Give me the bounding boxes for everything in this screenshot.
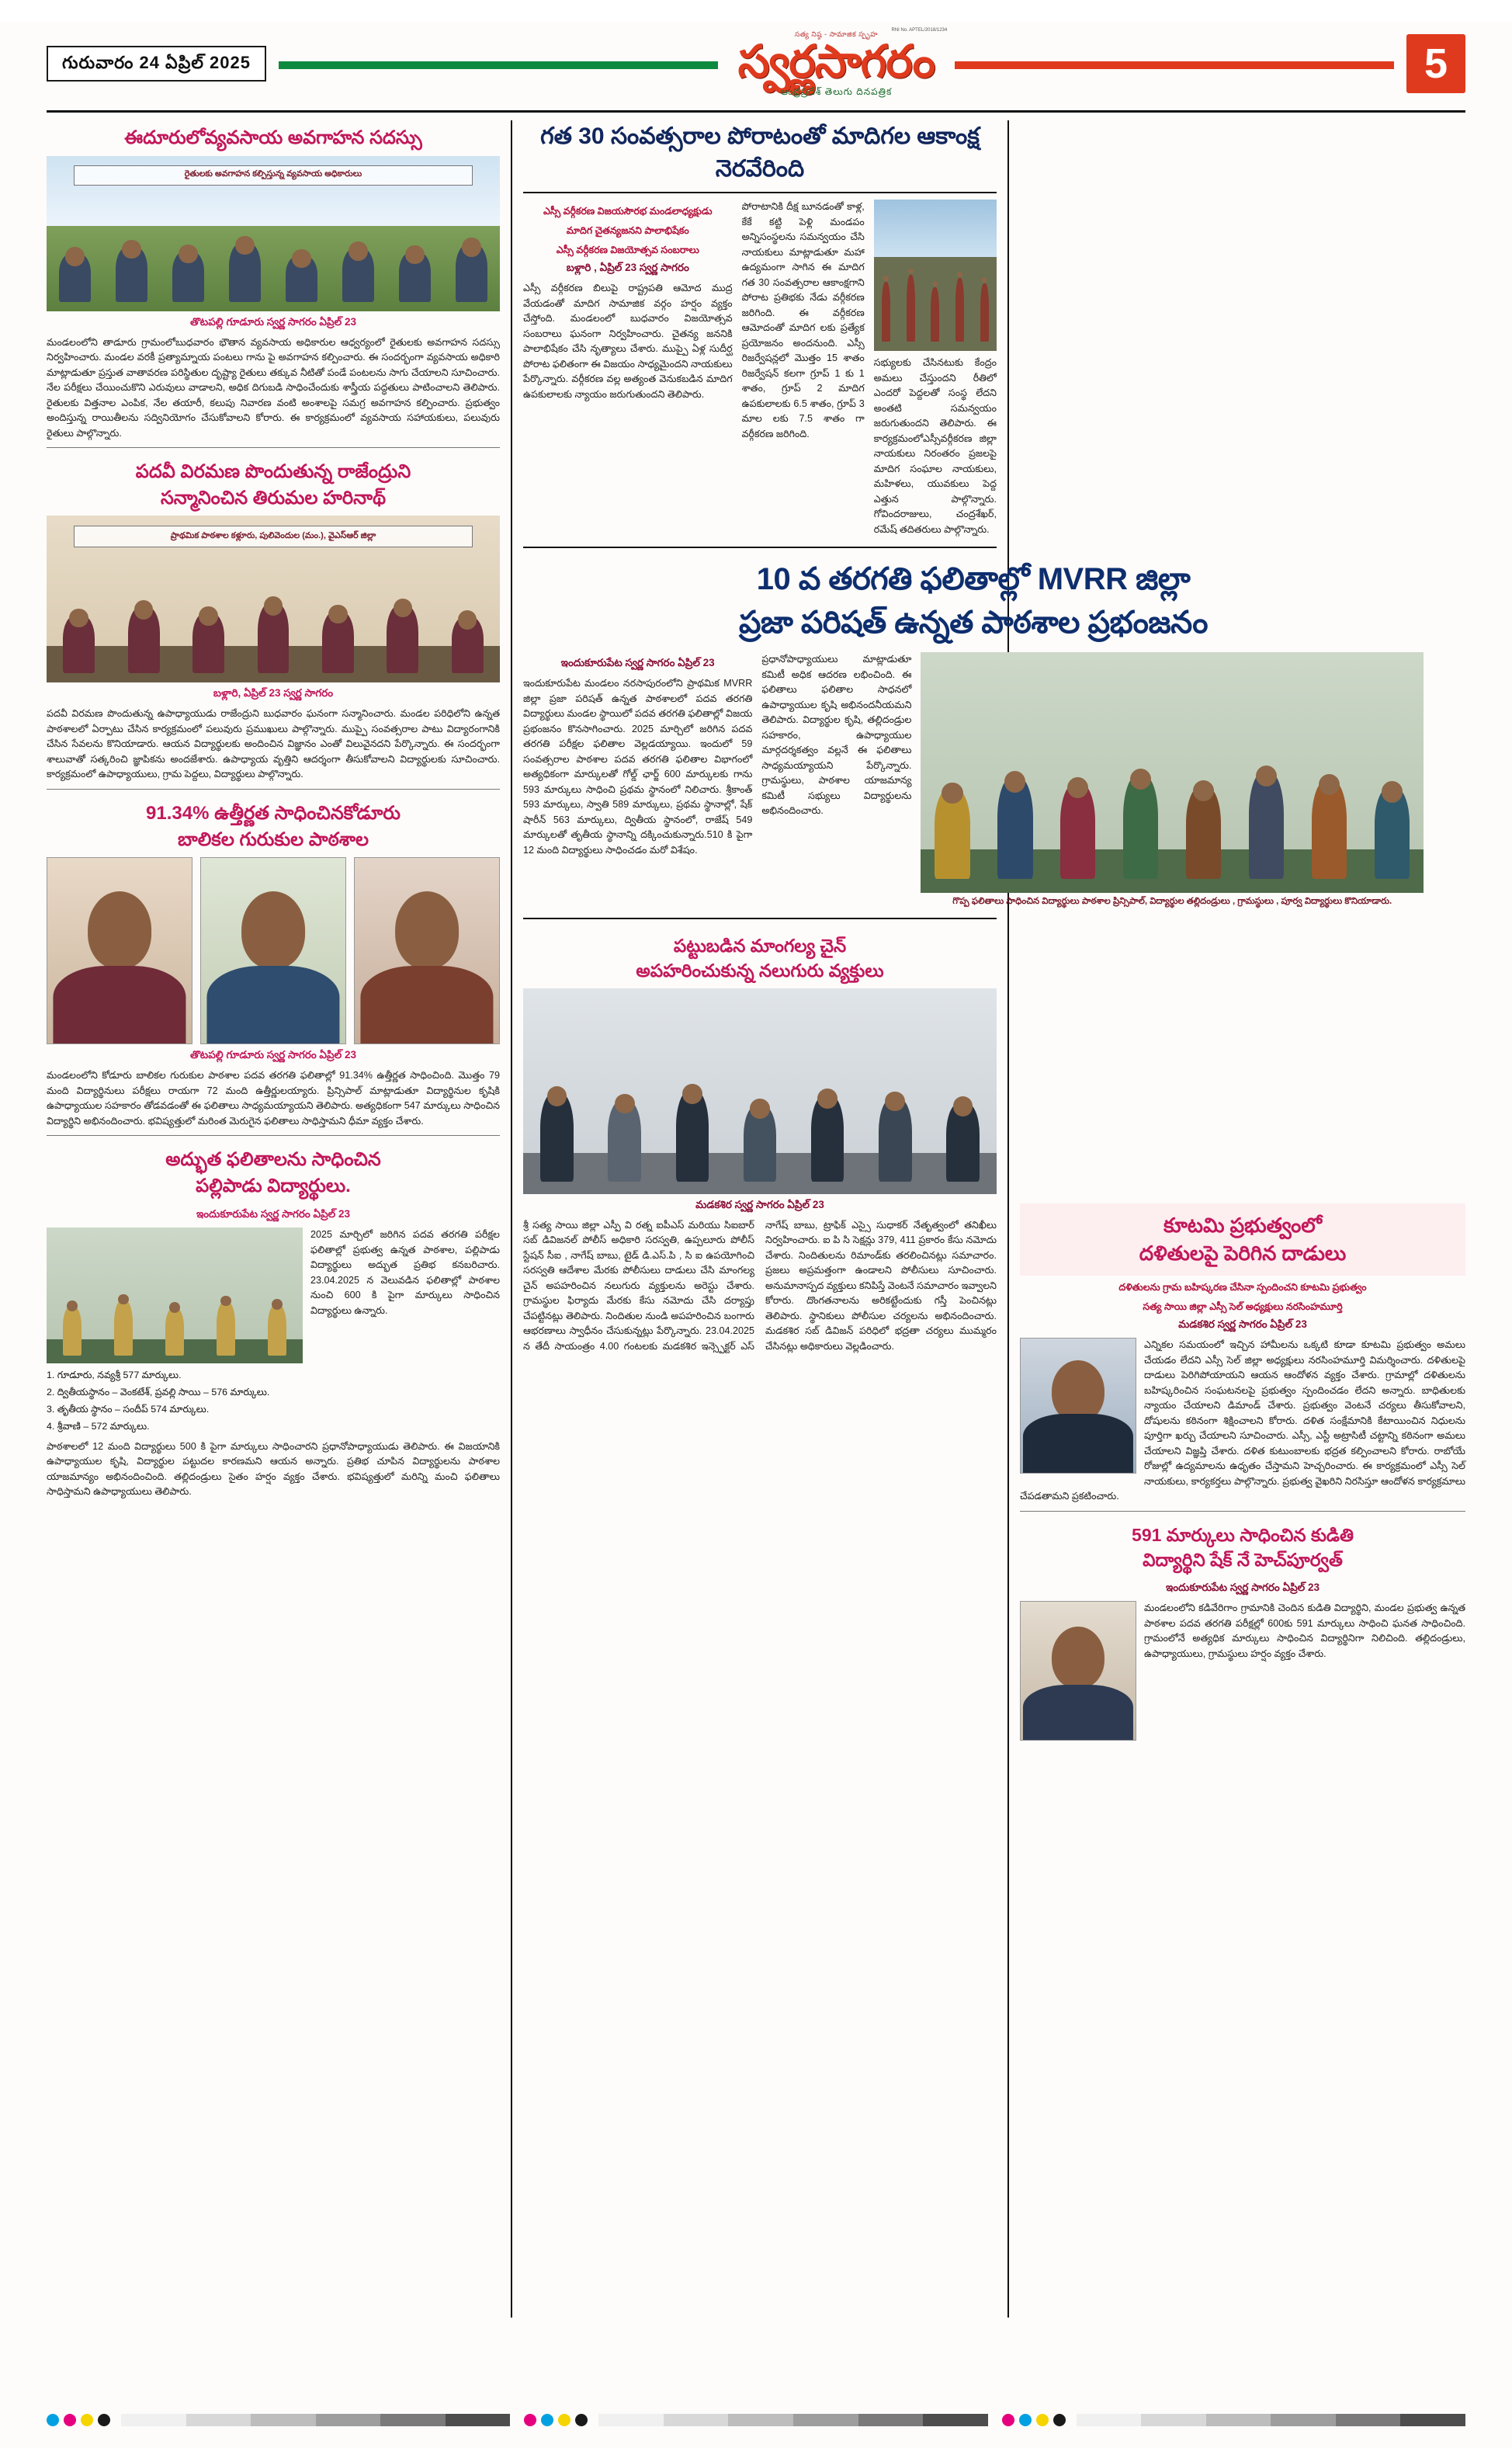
article-photo xyxy=(874,200,997,351)
article-body-col2: ప్రధానోపాధ్యాయులు మాట్లాడుతూ కమిటీ అధిక ఆదరణ లభించింది. ఈ ఫలితాలు ఫలితాల సాధనలో ఉపాధ్యాయుల కృషి అభినందనీయమని తెలిపారు. విద్యార్థుల కృషి, తల్లిదండ్రుల సహకారం, ఉపాధ్యాయుల మార్గదర్శకత్వం వల్లనే ఈ ఫలితాలు సాధ్యమయ్యాయని పేర్కొన్నారు. గ్రామస్థులు, పాఠశాల యాజమాన్య కమిటీ సభ్యులు విద్యార్థులను అభినందించారు. xyxy=(761,654,912,817)
photo-overlay-caption: రైతులకు అవగాహన కల్పిస్తున్న వ్యవసాయ అధికారులు xyxy=(74,165,473,186)
logo-tagline-top: సత్య నిష్ఠ - సామాజిక స్పృహ xyxy=(794,30,879,38)
article-body: మండలంలోని తాడూరు గ్రామంలోబుధవారం భౌతాన వ్యవసాయ అధికారుల ఆధ్వర్యంలో రైతులకు అవగాహన సదస్సు నిర్వహించారు. మండల వరకీ ప్రత్యామ్నాయ పంటలు గాను పై అవగాహన కల్పించారు. ఈ సందర్భంగా వ్యవసాయ అధికారి మాట్లాడుతూ ప్రస్తుత వాతావరణ పరిస్థితుల దృష్ట్యా రైతులు తక్కువ నీటితో పండే పంటలను సాగు చేయాలని సూచించారు. నేల పరీక్షలు చేయించుకొని ఎరువులు వాడాలని, అధిక దిగుబడి సాధించేందుకు శాస్త్రీయ పద్ధతులు పాటించాలని తెలిపారు. రైతులకు విత్తనాల ఎంపిక, నేల తయారీ, కలుపు నివారణ వంటి అంశాలపై సమగ్ర అవగాహన కల్పించారు. ప్రభుత్వం అందిస్తున్న రాయితీలను సద్వినియోగం చేసుకోవాలని కోరారు. ఈ కార్యక్రమంలో వ్యవసాయ సహాయకులు, పలువురు రైతులు పాల్గొన్నారు. xyxy=(47,336,500,439)
color-dot xyxy=(47,2414,59,2426)
article-body-col1: ఇందుకూరుపేట మండలం నరసాపురంలోని ప్రాథమిక MVRR జిల్లా ప్రజా పరిషత్ ఉన్నత పాఠశాలలో పదవ తరగతి విద్యార్థులు మండల స్థాయిలో పదవ తరగతి ఫలితాల్లో విజయ ప్రభంజనం కొనసాగించారు. 2025 మార్చిలో జరిగిన పదవ తరగతి పరీక్షల ఫలితాల వెల్లడయ్యాయి. ఇందులో 59 సంవత్సరాల పాఠశాల పదవ తరగతి ఫలితాల విభాగంలో అత్యధికంగా మార్కులతో గోల్డ్ ఛార్జ్ 600 మార్కులకు గాను 593 మార్కులు సాధించి ప్రథమ స్థానంలో నిలిచారు. శ్రీకాంత్ 593 మార్కులు, స్వాతి 589 మార్కులు, ప్రథమ స్థానాల్లో, షేక్ షారీన్ 563 మార్కులు, ద్వితీయ స్థానంలో, రాజేష్ 549 మార్కులతో తృతీయ స్థానాన్ని దక్కించుకున్నారు.510 కి పైగా 12 మంది విద్యార్థులు సాధించడం మరో విశేషం. xyxy=(523,678,753,856)
article-agriculture-awareness xyxy=(47,120,500,441)
newspaper-page xyxy=(0,22,1512,2448)
divider xyxy=(1020,1511,1465,1512)
divider xyxy=(47,789,500,790)
color-dot xyxy=(1036,2414,1049,2426)
article-photo xyxy=(47,156,500,311)
article-headline-line1: అద్భుత ఫలితాలను సాధించిన xyxy=(165,1149,381,1171)
article-headline-line1: 10 వ తరగతి ఫలితాల్లో MVRR జిల్లా xyxy=(756,562,1191,597)
article-headline: గత 30 సంవత్సరాల పోరాటంతో మాదిగల ఆకాంక్ష నెరవేరింది xyxy=(540,123,980,182)
article-mvrr-results xyxy=(523,557,1392,908)
article-body-col3: సభ్యులకు చేసినటుకు కేంద్రం అమలు చేస్తుందని రీతిలో ఎందరో పెద్దలతో సంస్థ లేదని అంతటి సమన్వయం జరుగుతుందని తెలిపారు. ఈ కార్యక్రమంలోఎస్సీవర్గీకరణ జిల్లా నాయకులు నిరంతరం ప్రజలపై మాదిగ సంఘాల నాయకులు, మహిళలు, యువకులు పెద్ద ఎత్తున పాల్గొన్నారు. గోవిందరాజులు, చంద్రశేఖర్, రమేష్ తదితరులు పాల్గొన్నారు. xyxy=(873,357,997,535)
article-byline: ఇందుకూరుపేట స్వర్ణ సాగరం ఏప్రిల్ 23 xyxy=(1165,1582,1320,1594)
header-divider xyxy=(47,110,1465,113)
divider xyxy=(523,192,997,193)
article-headline-line2: అపహరించుకున్న నలుగురు వ్యక్తులు xyxy=(636,960,884,981)
color-dots xyxy=(1002,2414,1066,2426)
photo-overlay-caption: ప్రాథమిక పాఠశాల కళ్లూరు, పులివెందుల (మం.), వైఎస్ఆర్ జిల్లా xyxy=(74,526,473,547)
article-photo xyxy=(523,988,997,1194)
article-body: ఎన్నికల సమయంలో ఇచ్చిన హామీలను ఒక్కటి కూడా కూటమి ప్రభుత్వం అమలు చేయడం లేదని ఎస్సీ సెల్ జిల్లా అధ్యక్షులు నరసింహమూర్తి విమర్శించారు. దళితులపై దాడులు పెరిగిపోయాయని ఆయన ఆందోళన వ్యక్తం చేశారు. గ్రామాల్లో దళితులను బహిష్కరించిన సంఘటనలపై ప్రభుత్వం స్పందించడం లేదని అన్నారు. బాధితులకు న్యాయం చేయాలని డిమాండ్ చేశారు. ప్రభుత్వం వెంటనే చర్యలు తీసుకోవాలని, దోషులను కఠినంగా శిక్షించాలని కోరారు. దళిత సంక్షేమానికి కేటాయించిన నిధులను పూర్తిగా ఖర్చు చేయాలని సూచించారు. ఎస్సీ, ఎస్టీ అట్రాసిటీ చట్టాన్ని కఠినంగా అమలు చేయాలని విజ్ఞప్తి చేశారు. దళిత కుటుంబాలకు భద్రత కల్పించాలని కోరారు. రాబోయే రోజుల్లో ఉద్యమాలను ఉధృతం చేస్తామని హెచ్చరించారు. ఈ కార్యక్రమంలో ఎస్సీ సెల్ నాయకులు, కార్యకర్తలు పాల్గొన్నారు. ప్రభుత్వ వైఖరిని నిరసిస్తూ ఆందోళన కార్యక్రమాలు చేపడతామని ప్రకటించారు. xyxy=(1020,1339,1465,1502)
article-byline: బళ్లారి , ఏప్రిల్ 23 స్వర్ణ సాగరం xyxy=(566,262,689,274)
article-subhead-1: దళితులను గ్రామ బహిష్కరణ చేసినా స్పందించని కూటమి ప్రభుత్వం xyxy=(1118,1281,1367,1293)
article-byline: తొటపల్లి గూడూరు స్వర్ణ సాగరం ఏప్రిల్ 23 xyxy=(190,1049,356,1061)
color-dot xyxy=(64,2414,76,2426)
article-byline: బళ్లారి, ఏప్రిల్ 23 స్వర్ణ సాగరం xyxy=(213,687,334,700)
page-content xyxy=(47,120,1465,2318)
list-item: 3. తృతీయ స్థానం – సందీప్ 574 మార్కులు. xyxy=(47,1404,210,1415)
grey-scale-bar xyxy=(121,2414,510,2426)
article-subhead-1: ఎస్సీ వర్గీకరణ విజయసౌరభ మండలాధ్యక్షుడు xyxy=(543,206,713,217)
article-headline-line1: పదవీ విరమణ పొందుతున్న రాజేంద్రుని xyxy=(135,461,411,483)
masthead xyxy=(47,22,1465,106)
article-body: మండలంలోని కోడూరు బాలికల గురుకుల పాఠశాల పదవ తరగతి ఫలితాల్లో 91.34% ఉత్తీర్ణత సాధించింది. మొత్తం 79 మంది విద్యార్థినులు పరీక్షలు రాయగా 72 మంది ఉత్తీర్ణులయ్యారు. ప్రిన్సిపాల్ మాట్లాడుతూ విద్యార్థినుల కృషికి ఉపాధ్యాయుల సహకారం తోడవడంతో ఈ ఫలితాలు సాధ్యమయ్యాయని తెలిపారు. అత్యధికంగా 547 మార్కులు సాధించిన విద్యార్థిని అభినందించారు. భవిష్యత్తులో మరింత మెరుగైన ఫలితాలు సాధిస్తామని ధీమా వ్యక్తం చేశారు. xyxy=(47,1070,500,1127)
color-dot xyxy=(81,2414,93,2426)
toppers-list xyxy=(47,1368,500,1434)
student-portrait xyxy=(200,857,346,1044)
article-headline-line1: పట్టుబడిన మాంగల్య చైన్ xyxy=(673,936,847,957)
article-byline: తొటపల్లి గూడూరు స్వర్ణ సాగరం ఏప్రిల్ 23 xyxy=(190,315,356,328)
color-dot xyxy=(558,2414,570,2426)
article-591-marks xyxy=(1020,1518,1465,1662)
issue-date: గురువారం 24 ఏప్రిల్ 2025 xyxy=(47,46,266,82)
article-subhead-2: సత్య సాయి జిల్లా ఎస్సీ సెల్ అధ్యక్షులు నరసింహమూర్తి xyxy=(1143,1300,1343,1312)
color-dots xyxy=(47,2414,110,2426)
article-kodur-girls-gurukul xyxy=(47,796,500,1129)
article-headline-line2: దళితులపై పెరిగిన దాడులు xyxy=(1139,1241,1347,1266)
article-headline-line2: విద్యార్థిని షేక్ నే హెచ్‌పూర్వత్ xyxy=(1143,1550,1343,1571)
list-item: 1. గూడూరు, నవ్యశ్రీ 577 మార్కులు. xyxy=(47,1370,182,1381)
article-headline-line2: సన్మానించిన తిరుమల హరినాథ్ xyxy=(160,487,387,509)
divider xyxy=(47,1135,500,1136)
article-body: శ్రీ సత్య సాయి జిల్లా ఎస్పీ వి రత్న ఐపీఎస్ మరియు సిఐబార్ సబ్ డివిజనల్ పోలీస్ అధికారి సరస్వతి, ఉప్పలూరు పోలీస్ స్టేషన్ సీఐ , నాగేష్ బాబు, టైడ్ డి.ఎస్.పి , సి ఐ ఉపయోగించి సరస్వతి ఆదేశాల మేరకు పోలీసులు దాడులు చేసి మాంగల్య చైన్ అపహరించిన నలుగురు వ్యక్తులను అరెస్టు చేశారు. గ్రామస్థుల ఫిర్యాదు మేరకు కేసు నమోదు చేసి దర్యాప్తు చేపట్టినట్లు తెలిపారు. నిందితుల నుండి అపహరించిన బంగారు ఆభరణాలు స్వాధీనం చేసుకున్నట్లు పేర్కొన్నారు. 23.04.2025 న తేదీ సాయంత్రం 4.00 గంటలకు మడకశిర ఇన్స్పెక్టర్ ఎస్ నాగేష్ బాబు, ట్రాఫిక్ ఎస్సై సుధాకర్ నేతృత్వంలో తనిఖీలు నిర్వహించారు. ఐ పి సి సెక్షన్లు 379, 411 ప్రకారం కేసు నమోదు చేశారు. నిందితులను రిమాండ్‌కు తరలించినట్లు సమాచారం. ప్రజలు అప్రమత్తంగా ఉండాలని పోలీసులు సూచించారు. అనుమానాస్పద వ్యక్తులు కనిపిస్తే వెంటనే సమాచారం ఇవ్వాలని కోరారు. దొంగతనాలను అరికట్టేందుకు గస్తీ పెంచినట్లు తెలిపారు. స్థానికులు పోలీసుల చర్యలను అభినందించారు. మడకశిర సబ్ డివిజన్ పరిధిలో భద్రతా చర్యలు ముమ్మరం చేసినట్లు అధికారులు వెల్లడించారు. xyxy=(523,1219,997,1352)
footer-segment-3 xyxy=(1002,2414,1465,2426)
masthead-rule-right xyxy=(955,61,1394,69)
topper-portraits xyxy=(47,857,500,1044)
article-headline-line1: 91.34% ఉత్తీర్ణత సాధించినకోడూరు xyxy=(146,802,401,824)
footer-segment-1 xyxy=(47,2414,510,2426)
article-photo xyxy=(47,1227,303,1363)
list-item: 2. ద్వితీయస్థానం – వెంకటేశ్, ప్రవల్లి సాయి – 576 మార్కులు. xyxy=(47,1387,270,1398)
color-dot xyxy=(1053,2414,1066,2426)
article-byline: మడకశిర స్వర్ణ సాగరం ఏప్రిల్ 23 xyxy=(1178,1318,1307,1331)
article-dalit-attacks xyxy=(1020,1203,1465,1276)
article-body: 2025 మార్చిలో జరిగిన పదవ తరగతి పరీక్షల ఫలితాల్లో ప్రభుత్వ ఉన్నత పాఠశాల, పల్లిపాడు విద్యార్థులు అద్భుత ప్రతిభ కనబరిచారు. 23.04.2025 న వెలువడిన ఫలితాల్లో పాఠశాల నుంచి 600 కి పైగా మార్కులు సాధించిన విద్యార్థులు ఉన్నారు. xyxy=(310,1229,500,1316)
list-item: 4. శ్రీవాణి – 572 మార్కులు. xyxy=(47,1420,150,1432)
article-body-continued: పాఠశాలలో 12 మంది విద్యార్థులు 500 కి పైగా మార్కులు సాధించారని ప్రధానోపాధ్యాయుడు తెలిపారు. ఈ విజయానికి ఉపాధ్యాయుల కృషి, విద్యార్థుల పట్టుదల కారణమని ఆయన అన్నారు. ప్రతిభ చూపిన విద్యార్థులను పాఠశాల యాజమాన్యం అభినందించింది. తల్లిదండ్రులు సైతం హర్షం వ్యక్తం చేశారు. భవిష్యత్తులో మరిన్ని మంచి ఫలితాలు సాధిస్తామని ఉపాధ్యాయులు తెలిపారు. xyxy=(47,1440,500,1498)
article-chain-snatching xyxy=(523,929,997,1354)
article-headline-line1: 591 మార్కులు సాధించిన కుడితి xyxy=(1132,1524,1354,1545)
article-headline-line2: బాలికల గురుకుల పాఠశాల xyxy=(177,828,369,850)
leader-photo xyxy=(1020,1338,1136,1474)
print-registration-bar xyxy=(47,2414,1465,2426)
column-right xyxy=(1009,120,1465,2318)
article-byline: ఇందుకూరుపేట స్వర్ణ సాగరం ఏప్రిల్ 23 xyxy=(196,1208,351,1221)
color-dot xyxy=(98,2414,110,2426)
footer-segment-2 xyxy=(524,2414,987,2426)
page-number: 5 xyxy=(1406,34,1465,93)
color-dots xyxy=(524,2414,588,2426)
divider xyxy=(47,447,500,448)
article-photo xyxy=(921,652,1424,893)
student-photo xyxy=(1020,1601,1136,1741)
photo-caption: గొప్ప ఫలితాలు సాధించిన విద్యార్థులు పాఠశాల ప్రిన్సిపాల్, విద్యార్థుల తల్లిదండ్రులు , గ్రామస్థులు , పూర్వ విద్యార్థులు కొనియాడారు. xyxy=(952,897,1392,907)
column-left xyxy=(47,120,512,2318)
color-dot xyxy=(524,2414,536,2426)
student-portrait xyxy=(47,857,192,1044)
article-subhead-3: ఎస్సీ వర్గీకరణ విజయోత్సవ సంబరాలు xyxy=(556,244,699,255)
article-photo xyxy=(47,516,500,682)
color-dot xyxy=(541,2414,553,2426)
color-dot xyxy=(1019,2414,1032,2426)
grey-scale-bar xyxy=(1077,2414,1465,2426)
logo-title: స్వర్ణసాగరం xyxy=(737,36,935,87)
article-body-col2: పోరాటానికి దీక్ష బూనడంతో కాళ్ల, కేకే కట్టి పెళ్లి మండపం అన్నిసంస్థలను సమన్వయం చేసి నాయకులు మాట్లాడుతూ మహా ఉద్యమంగా సాగిన ఈ మాదిగ గత 30 సంవత్సరాల ఆకాంక్షగాని పోరాట ప్రతిభకు నేడు వర్గీకరణ జరిగింది. ఈ వర్గీకరణ ఆమోదంతో మాదిగ లకు ప్రత్యేక ప్రయోజనం అందనుంది. ఎస్సీ రిజర్వేషన్లలో మొత్తం 15 శాతం రిజర్వేషన్ కలగా గ్రూప్ 1 కు 1 శాతం, గ్రూప్ 2 మాదిగ ఉపకులాలకు 6.5 శాతం, గ్రూప్ 3 మాల లకు 7.5 శాతం గా వర్గీకరణ జరిగింది. xyxy=(741,201,865,439)
divider xyxy=(523,547,997,548)
divider xyxy=(523,918,997,919)
publication-logo xyxy=(730,28,948,97)
article-pallipadu-results xyxy=(47,1142,500,1500)
masthead-rule-left xyxy=(279,61,718,69)
student-portrait xyxy=(354,857,500,1044)
article-byline: ఇందుకూరుపేట స్వర్ణ సాగరం ఏప్రిల్ 23 xyxy=(560,657,715,669)
grey-scale-bar xyxy=(598,2414,987,2426)
article-headline-line1: కూటమి ప్రభుత్వంలో xyxy=(1163,1214,1323,1237)
article-retirement-felicitation xyxy=(47,454,500,783)
article-headline: ఈదూరులోవ్యవసాయ అవగాహన సదస్సు xyxy=(124,127,422,148)
article-headline-line2: ప్రజా పరిషత్ ఉన్నత పాఠశాల ప్రభంజనం xyxy=(739,606,1208,641)
article-body: మండలంలోని కడివేరిగాం గ్రామానికి చెందిన కుడితి విద్యార్థిని, మండల ప్రభుత్వ ఉన్నత పాఠశాల పదవ తరగతి పరీక్షల్లో 600కు 591 మార్కులు సాధించి ఘనత సాధించింది. గ్రామంలోనే అత్యధిక మార్కులు సాధించిన విద్యార్థినిగా నిలిచింది. తల్లిదండ్రులు, ఉపాధ్యాయులు, గ్రామస్థులు హర్షం వ్యక్తం చేశారు. xyxy=(1144,1602,1465,1659)
color-dot xyxy=(575,2414,588,2426)
logo-tagline-bottom: ఆంధ్రప్రదేశ్ తెలుగు దినపత్రిక xyxy=(780,86,893,97)
color-dot xyxy=(1002,2414,1014,2426)
article-body: పదవీ విరమణ పొందుతున్న ఉపాధ్యాయుడు రాజేంద్రుని బుధవారం ఘనంగా సన్మానించారు. మండల పరిధిలోని ఉన్నత పాఠశాలలో ఏర్పాటు చేసిన కార్యక్రమంలో పలువురు ప్రముఖులు పాల్గొన్నారు. ముప్పై సంవత్సరాల పాటు విద్యారంగానికి చేసిన సేవలను కొనియాడారు. ఆయన విద్యార్థులకు అందించిన విజ్ఞానం ఎంతో విలువైనదని పేర్కొన్నారు. ఈ సందర్భంగా శాలువాతో సత్కరించి జ్ఞాపికను అందజేశారు. ఉపాధ్యాయ వృత్తిని ఆదర్శంగా తీసుకోవాలని విద్యార్థులకు సూచించారు. కార్యక్రమంలో ఉపాధ్యాయులు, గ్రామ పెద్దలు, విద్యార్థులు పాల్గొన్నారు. xyxy=(47,708,500,780)
article-subhead-2: మాదిగ చైతన్యజనని పాలాభిషేకం xyxy=(566,224,689,236)
article-byline: మడకశిర స్వర్ణ సాగరం ఏప్రిల్ 23 xyxy=(695,1198,824,1210)
logo-rni-text: RNI No. APTEL/2018/1234 xyxy=(891,28,948,33)
article-headline-line2: పల్లిపాడు విద్యార్థులు. xyxy=(196,1175,351,1196)
article-body-col1: ఎస్సీ వర్గీకరణ బిలుపై రాష్ట్రపతి ఆమోద ముద్ర వేయడంతో మాదిగ సామాజిక వర్గం హర్షం వ్యక్తం చేస్తోంది. మండలంలో బుధవారం విజయోత్సవ సంబరాలు ఘనంగా నిర్వహించారు. చైతన్య జననికి పాలాభిషేకం చేసి నృత్యాలు చేశారు. ముప్పై ఏళ్ల సుదీర్ఘ పోరాట ఫలితంగా ఈ విజయం సాధ్యమైందని నాయకులు పేర్కొన్నారు. వర్గీకరణ వల్ల అత్యంత వెనుకబడిన మాదిగ ఉపకులాలకు న్యాయం జరుగుతుందని తెలిపారు. xyxy=(523,283,733,400)
article-sc-classification xyxy=(523,120,997,537)
